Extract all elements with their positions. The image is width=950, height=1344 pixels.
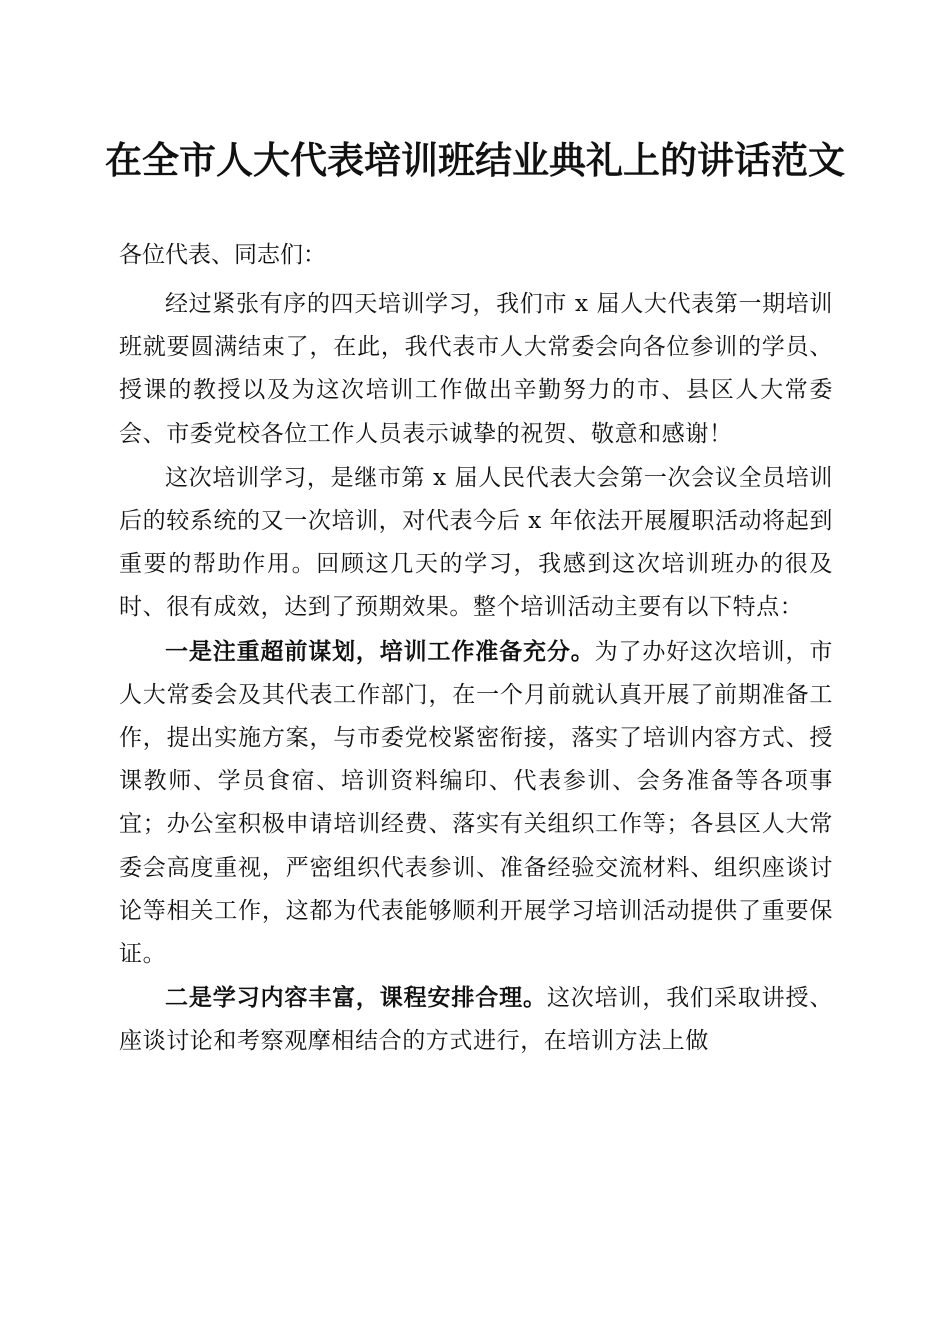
paragraph-lead: 一是注重超前谋划，培训工作准备充分。 xyxy=(165,637,595,665)
paragraph-text: 这次培训学习，是继市第 x 届人民代表大会第一次会议全员培训后的较系统的又一次培训，对代表今后 x 年依法开展履职活动将起到重要的帮助作用。回顾这几天的学习，我感到这次培训班办的很及时、很有成效，达到了预期效果。整个培训活动主要有以下特点： xyxy=(119,464,833,621)
document-body xyxy=(119,282,833,1064)
paragraph-text: 这次培训，我们采取讲授、座谈讨论和考察观摩相结合的方式进行，在培训方法上做 xyxy=(119,985,833,1055)
salutation: 各位代表、同志们： xyxy=(119,242,326,268)
paragraph-1 xyxy=(119,282,833,456)
paragraph-text: 为了办好这次培训，市人大常委会及其代表工作部门，在一个月前就认真开展了前期准备工作，提出实施方案，与市委党校紧密衔接，落实了培训内容方式、授课教师、学员食宿、培训资料编印、代表参训、会务准备等各项事宜；办公室积极申请培训经费、落实有关组织工作等；各县区人大常委会高度重视，严密组织代表参训、准备经验交流材料、组织座谈讨论等相关工作，这都为代表能够顺利开展学习培训活动提供了重要保证。 xyxy=(119,638,833,968)
document-title: 在全市人大代表培训班结业典礼上的讲话范文 xyxy=(105,138,845,182)
paragraph-2 xyxy=(119,456,833,630)
paragraph-3 xyxy=(119,630,833,977)
paragraph-4 xyxy=(119,976,833,1063)
paragraph-text: 经过紧张有序的四天培训学习，我们市 x 届人大代表第一期培训班就要圆满结束了，在此，我代表市人大常委会向各位参训的学员、授课的教授以及为这次培训工作做出辛勤努力的市、县区人大常委会、市委党校各位工作人员表示诚挚的祝贺、敬意和感谢！ xyxy=(119,291,833,447)
paragraph-lead: 二是学习内容丰富，课程安排合理。 xyxy=(165,984,547,1012)
